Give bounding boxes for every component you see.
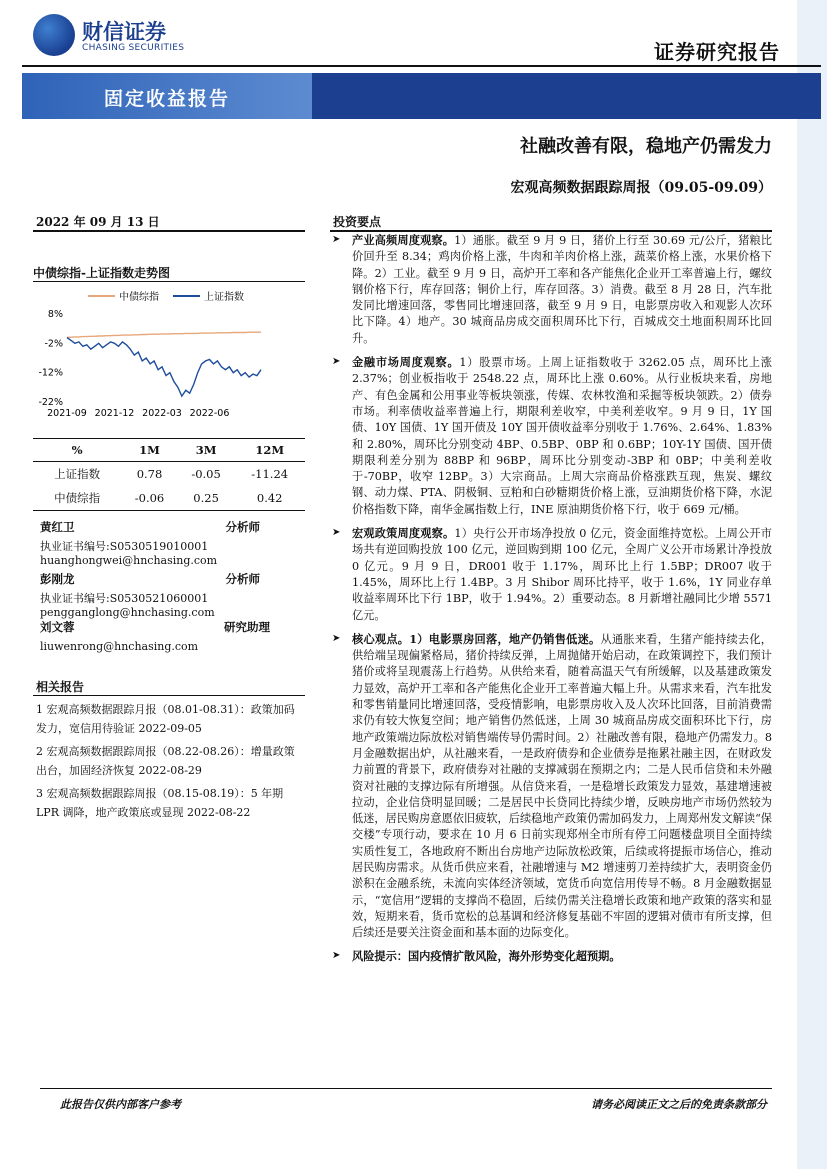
legend-label-shanghai-index: 上证指数 (204, 292, 244, 303)
key-points-body (330, 232, 772, 973)
key-point-text: 1）央行公开市场净投放 0 亿元，资金面维持宽松。上周公开市场共有逆回购投放 100 亿元，逆回购到期 100 亿元，全周广义公开市场累计净投放 0 亿元。9 月 9 日，DR001 收于 1.17%，周环比上行 1.5BP；DR007 收于 1.45%，周环比上行 1.4BP。3 月 Shibor 周环比持平，收于 1.6%，1Y 同业存单收益率周环比下行 1BP，收于 1.94%。2）重要动态。8 月新增社融同比少增 5571 亿元。 (352, 527, 772, 622)
side-stripe (797, 0, 827, 1169)
table-header-cell: 3M (178, 439, 235, 462)
arrow-bullet-icon: ➤ (332, 234, 341, 245)
x-tick-label: 2022-06 (189, 408, 230, 419)
y-tick-label: 8% (47, 309, 63, 320)
y-tick-label: -12% (38, 367, 63, 379)
key-point-core-view (330, 631, 772, 942)
chart-title: 中债综指-上证指数走势图 (33, 266, 170, 280)
series-line-shanghai-index (67, 338, 261, 397)
analyst-email[interactable]: liuwenrong@hnchasing.com (40, 640, 199, 653)
report-title: 社融改善有限，稳地产仍需发力 (520, 136, 772, 157)
key-point-lead: 金融市场周度观察。 (352, 355, 460, 370)
table-row (33, 462, 305, 487)
analyst-name: 黄红卫 (40, 520, 75, 534)
table-cell: 上证指数 (54, 467, 101, 481)
table-header-cell: % (33, 439, 121, 462)
key-point-industry (330, 232, 772, 347)
table-header-cell: 1M (121, 439, 178, 462)
arrow-bullet-icon: ➤ (332, 632, 341, 644)
table-cell: -0.06 (121, 486, 178, 511)
analyst-name: 彭刚龙 (40, 572, 75, 586)
report-subtitle: 宏观高频数据跟踪周报（09.05-09.09） (510, 180, 772, 196)
key-point-policy (330, 525, 772, 624)
analyst-email[interactable]: pengganglong@hnchasing.com (40, 606, 215, 619)
table-cell: 0.78 (136, 467, 163, 481)
arrow-bullet-icon: ➤ (332, 950, 341, 962)
report-date: 2022 年 09 月 13 日 (36, 215, 160, 229)
analyst-block-2 (40, 572, 300, 620)
arrow-bullet-icon: ➤ (332, 356, 341, 368)
analyst-name: 刘文蓉 (40, 620, 75, 634)
date-rule (33, 230, 305, 232)
related-report-item[interactable]: 1 宏观高频数据跟踪月报（08.01-08.31）：政策加码发力，宽信用待验证 2022-09-05 (36, 703, 295, 735)
related-report-item[interactable]: 3 宏观高频数据跟踪周报（08.15-08.19）：5 年期 LPR 调降，地产政策底或显现 2022-08-22 (36, 787, 284, 819)
series-line-bond-index (67, 332, 261, 337)
chart-title-rule (33, 281, 305, 282)
footer-right: 请务必阅读正文之后的免责条款部分 (591, 1098, 767, 1111)
key-point-lead: 宏观政策周度观察。 (352, 526, 455, 541)
logo-name: 财信证券 (82, 20, 166, 44)
key-point-market (330, 354, 772, 518)
analyst-role: 研究助理 (224, 620, 270, 634)
legend-label-bond-index: 中债综指 (119, 292, 159, 303)
footer-rule (40, 1088, 772, 1089)
trend-chart (33, 284, 305, 424)
key-point-lead: 核心观点。1）电影票房回落，地产仍销售低迷。 (352, 631, 601, 646)
table-cell: 中债综指 (33, 486, 121, 511)
y-tick-label: -22% (38, 397, 63, 408)
key-point-text: 1）股票市场。上周上证指数收于 3262.05 点，周环比上涨 2.37%；创业板指收于 2548.22 点，周环比上涨 0.60%。从行业板块来看，房地产、有色金属和公用事业等板块领涨，传媒、农林牧渔和采掘等板块领跌。2）债券市场。利率债收益率普遍上行，期限利差收窄，中美利差收窄。9 月 9 日，1Y 国债、10Y 国债、1Y 国开债及 10Y 国开债收益率分别收于 1.76%、2.64%、1.83%和 2.80%，周环比分别变动 4BP、0.5BP、0BP 和 0.6BP；10Y-1Y 国债、国开债期限利差分别为 88BP 和 96BP，周环比分别变动-3BP 和 0BP；中美利差收于-70BP，收窄 12BP。3）大宗商品。上周大宗商品价格涨跌互现，焦炭、螺纹钢、动力煤、PTA、阴极铜、豆粕和白砂糖期货价格上涨，豆油期货价格下降，水泥价格指数下降，南华金属指数上行，INE 原油期货价格下行，收于 669 元/桶。 (352, 356, 772, 516)
y-tick-label: -2% (44, 338, 63, 350)
logo-english-name: CHASING SECURITIES (82, 43, 185, 53)
analyst-cert: 执业证书编号:S0530521060001 (40, 592, 209, 605)
x-tick-label: 2022-03 (142, 408, 182, 419)
analyst-role: 分析师 (225, 520, 260, 534)
footer-left: 此报告仅供内部客户参考 (60, 1098, 181, 1111)
related-reports-title: 相关报告 (36, 680, 85, 694)
analyst-block-1 (40, 520, 300, 568)
related-rule (33, 695, 305, 696)
key-point-text: 从通胀来看，生猪产能持续去化，供给端呈现偏紧格局，猪价持续反弹，上周抛储开始启动，在政策调控下，我们预计猪价或将呈现震荡上行趋势。从供给来看，随着高温天气有所缓解，以及基建政策发力显效，高炉开工率和各产能焦化企业开工率普遍大幅上升。从需求来看，汽车批发和零售销量同比增速回落，受疫情影响，电影票房收入及人次环比回落，目前消费需求仍有较大恢复空间；地产销售仍然低迷，上周 30 城商品房成交面积环比下行，房地产政策端边际放松对销售端传导仍需时间。2）社融改善有限，稳地产仍需发力。8 月金融数据出炉，从社融来看，一是政府债券和企业债券是拖累社融主因，在财政发力前置的背景下，政府债券对社融的支撑减弱在预期之内；二是人民币信贷和未外融资对社融的支撑边际有所增强。从信贷来看，一是稳增长政策发力显效，基建增速被拉动，企业信贷明显回暖；二是居民中长贷同比持续少增，反映房地产市场仍然较为低迷，居民购房意愿依旧疲软，后续稳地产政策仍需加码发力，上周郑州发文解读“保交楼”专项行动，要求在 10 月 6 日前实现郑州全市所有停工问题楼盘项目全面持续实质性复工，各地政府不断出台房地产边际放松政策，后续或将提振市场信心，推动居民购房需求。从货币供应来看，社融增速与 M2 增速剪刀差持续扩大，表明资金仍淤积在金融系统，未流向实体经济领域，宽货币向宽信用传导不畅。8 月金融数据显示，“宽信用”逻辑的支撑尚不稳固，后续仍需关注稳增长政策和地产政策的落实和显效，短期来看，货币宽松的总基调和经济修复基础不牢固的逻辑对债市有所支撑，但后续还是要关注资金面和基本面的边际变化。 (352, 632, 772, 940)
company-logo-icon (33, 14, 75, 56)
key-point-lead: 风险提示：国内疫情扩散风险，海外形势变化超预期。 (352, 949, 621, 964)
table-cell: 0.25 (178, 486, 235, 511)
key-points-heading: 投资要点 (333, 215, 382, 229)
analyst-block-3 (40, 620, 300, 654)
analyst-cert: 执业证书编号:S0530519010001 (40, 540, 209, 553)
key-point-risk (330, 948, 772, 965)
banner-title: 固定收益报告 (104, 88, 231, 110)
table-cell: -11.24 (251, 467, 289, 481)
report-type: 证券研究报告 (654, 40, 780, 64)
x-tick-label: 2021-09 (47, 408, 87, 419)
key-point-lead: 产业高频周度观察。 (352, 233, 455, 247)
x-tick-label: 2021-12 (94, 408, 135, 419)
table-cell: -0.05 (191, 467, 221, 481)
table-cell: 0.42 (234, 486, 305, 511)
key-point-text: 1）通胀。截至 9 月 9 日，猪价上行至 30.69 元/公斤，猪粮比价回升至 8.34；鸡肉价格上涨，牛肉和羊肉价格上涨，蔬菜价格上涨，水果价格下降。2）工业。截至 9 月 9 日，高炉开工率和各产能焦化企业开工率普遍上行，螺纹钢价格下行，库存回落；铜价上行，库存回落。3）消费。截至 8 月 28 日，汽车批发同比增速回落，零售同比增速回落，截至 9 月 9 日，电影票房收入和观影人次环比下降。4）地产。30 城商品房成交面积周环比下行，百城成交土地面积周环比回升。 (352, 234, 772, 345)
analyst-role: 分析师 (225, 572, 260, 586)
related-report-item[interactable]: 2 宏观高频数据跟踪周报（08.22-08.26）：增量政策出台，加固经济恢复 2022-08-29 (36, 745, 295, 777)
related-reports-list (36, 700, 301, 822)
header-rule (22, 65, 821, 67)
table-header-cell: 12M (234, 439, 305, 462)
table-row (33, 486, 305, 511)
analyst-email[interactable]: huanghongwei@hnchasing.com (40, 554, 218, 567)
table-header-row (33, 439, 305, 462)
performance-table (33, 438, 305, 511)
arrow-bullet-icon: ➤ (332, 527, 341, 539)
